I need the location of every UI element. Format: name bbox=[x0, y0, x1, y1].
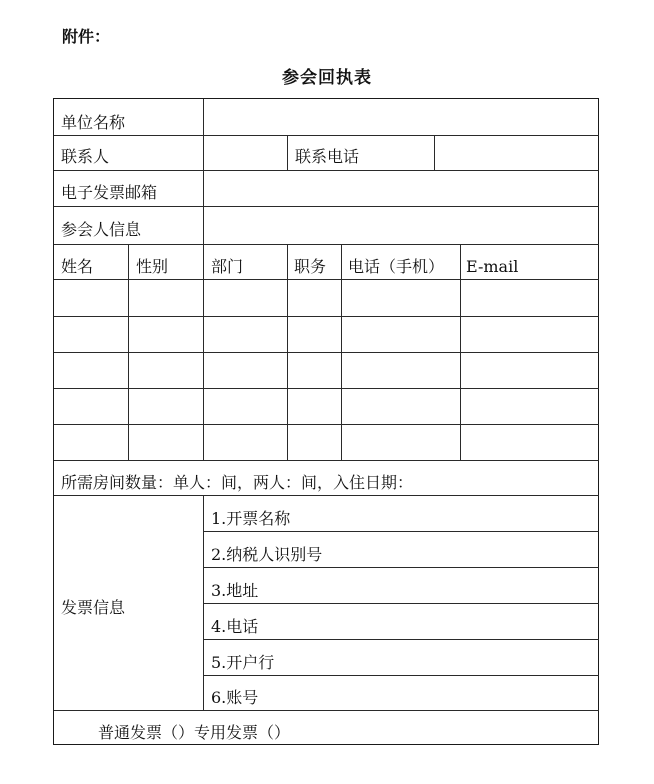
invoice-type-line: 普通发票（）专用发票（） bbox=[98, 723, 291, 742]
row-divider bbox=[203, 639, 599, 640]
room-quantity-line: 所需房间数量：单人：间，两人：间，入住日期： bbox=[61, 473, 414, 492]
attendee-row[interactable] bbox=[54, 317, 598, 351]
row-divider bbox=[203, 567, 599, 568]
row-divider bbox=[54, 710, 599, 711]
invoice-item-bank: 5.开户行 bbox=[211, 653, 275, 672]
attachment-label: 附件： bbox=[62, 27, 111, 46]
attendee-row[interactable] bbox=[54, 353, 598, 387]
column-header-mobile: 电话（手机） bbox=[348, 257, 445, 276]
registration-form-table bbox=[53, 98, 599, 745]
invoice-item-tax-id: 2.纳税人识别号 bbox=[211, 545, 323, 564]
row-divider bbox=[203, 675, 599, 676]
row-divider bbox=[54, 495, 599, 496]
contact-person-field[interactable] bbox=[204, 136, 286, 170]
e-invoice-email-label: 电子发票邮箱 bbox=[61, 183, 158, 202]
column-divider bbox=[287, 135, 288, 170]
column-header-department: 部门 bbox=[211, 257, 244, 276]
attendee-row[interactable] bbox=[54, 425, 598, 459]
invoice-item-address: 3.地址 bbox=[211, 581, 259, 600]
row-divider bbox=[203, 531, 599, 532]
column-header-name: 姓名 bbox=[61, 257, 94, 276]
contact-person-label: 联系人 bbox=[61, 147, 110, 166]
invoice-item-company-name: 1.开票名称 bbox=[211, 509, 291, 528]
invoice-info-label: 发票信息 bbox=[61, 598, 126, 617]
invoice-item-account: 6.账号 bbox=[211, 688, 259, 707]
form-title: 参会回执表 bbox=[282, 68, 372, 88]
column-header-email: E-mail bbox=[466, 257, 519, 276]
unit-name-label: 单位名称 bbox=[61, 113, 126, 132]
column-header-gender: 性别 bbox=[136, 257, 169, 276]
contact-phone-field[interactable] bbox=[435, 136, 598, 170]
row-divider bbox=[54, 460, 599, 461]
column-divider bbox=[203, 495, 204, 710]
unit-name-field[interactable] bbox=[204, 99, 598, 135]
column-header-position: 职务 bbox=[294, 257, 327, 276]
row-divider bbox=[203, 603, 599, 604]
attendee-info-label: 参会人信息 bbox=[61, 220, 142, 239]
contact-phone-label: 联系电话 bbox=[295, 147, 360, 166]
row-divider bbox=[54, 206, 599, 207]
attendee-row[interactable] bbox=[54, 389, 598, 423]
attendee-row[interactable] bbox=[54, 280, 598, 315]
row-divider bbox=[54, 244, 599, 245]
e-invoice-email-field[interactable] bbox=[204, 171, 598, 206]
invoice-item-phone: 4.电话 bbox=[211, 617, 259, 636]
